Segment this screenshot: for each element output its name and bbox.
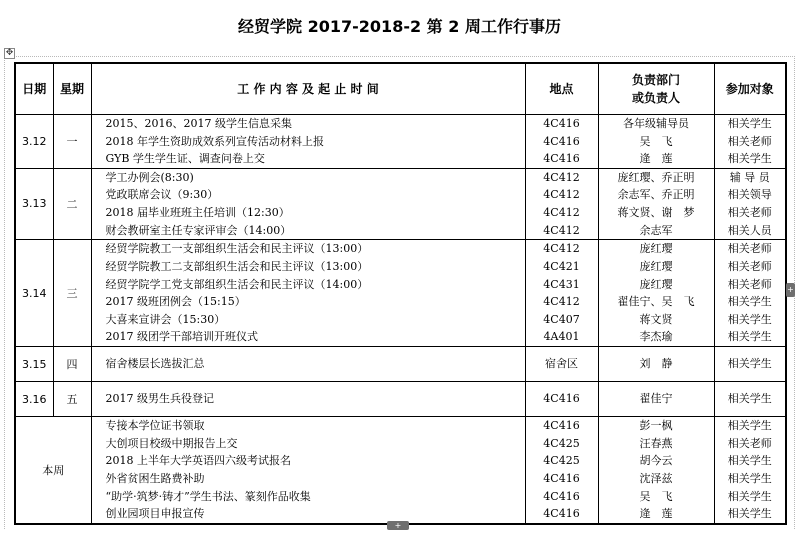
owner-line: 庞红璎 — [639, 277, 673, 291]
header-attendees: 参加对象 — [714, 63, 786, 115]
content-line: 创业园项目申报宣传 — [105, 507, 205, 521]
day-row — [15, 347, 786, 382]
date-cell: 3.12 — [15, 115, 53, 169]
place-cell — [525, 168, 598, 239]
owner-cell — [598, 347, 714, 382]
content-cell — [91, 240, 525, 347]
owner-line: 翟佳宁 — [639, 392, 673, 406]
content-line: 外省贫困生路费补助 — [105, 471, 205, 485]
place-line: 4A401 — [543, 330, 580, 344]
date-cell: 3.15 — [15, 347, 53, 382]
target-line: 相关学生 — [727, 489, 772, 503]
table-move-handle-icon[interactable]: ✥ — [5, 48, 14, 58]
date-cell: 本周 — [15, 417, 91, 524]
place-cell — [525, 240, 598, 347]
header-row — [15, 63, 786, 115]
page-margin-guide-left — [4, 56, 5, 529]
owner-line: 吴 飞 — [639, 489, 673, 503]
owner-line: 各年级辅导员 — [623, 117, 689, 130]
target-cell — [714, 382, 786, 417]
target-line: 相关领导 — [727, 188, 772, 202]
place-line: 4C421 — [543, 259, 580, 273]
target-line: 相关老师 — [727, 134, 772, 148]
target-line: 相关老师 — [727, 277, 772, 291]
place-cell — [525, 417, 598, 524]
target-line: 辅 导 员 — [729, 170, 770, 184]
content-line: 专接本学位证书领取 — [105, 419, 205, 433]
header-responsible — [598, 63, 714, 115]
content-line: GYB 学生学生证、调查问卷上交 — [105, 152, 265, 166]
content-line: 党政联席会议（9:30） — [105, 188, 219, 202]
owner-line: 庞红璎 — [639, 242, 673, 256]
place-line: 4C416 — [543, 117, 580, 130]
content-cell — [91, 382, 525, 417]
header-place: 地点 — [525, 63, 598, 115]
owner-line: 余志军 — [639, 223, 673, 237]
owner-cell — [598, 115, 714, 169]
target-line: 相关老师 — [727, 205, 772, 219]
target-cell — [714, 417, 786, 524]
place-line: 宿舍区 — [545, 357, 578, 371]
content-cell — [91, 347, 525, 382]
owner-line: 彭一枫 — [639, 419, 673, 433]
day-row — [15, 382, 786, 417]
weekday-cell: 二 — [53, 168, 91, 239]
target-line: 相关学生 — [727, 152, 772, 166]
target-line: 相关学生 — [727, 454, 772, 468]
place-line: 4C412 — [543, 223, 580, 237]
owner-line: 李杰瑜 — [639, 330, 673, 344]
target-line: 相关老师 — [727, 259, 772, 273]
content-line: 财会教研室主任专家评审会（14:00） — [105, 223, 292, 237]
place-line: 4C425 — [543, 454, 580, 468]
owner-line: 余志军、乔正明 — [617, 188, 695, 202]
target-cell — [714, 240, 786, 347]
place-line: 4C416 — [543, 471, 580, 485]
place-line: 4C416 — [543, 392, 580, 406]
target-cell — [714, 115, 786, 169]
content-line: 2015、2016、2017 级学生信息采集 — [105, 117, 292, 130]
header-responsible-line1: 负责部门 — [631, 73, 680, 87]
day-row — [15, 168, 786, 239]
target-cell — [714, 168, 786, 239]
owner-cell — [598, 382, 714, 417]
date-cell: 3.16 — [15, 382, 53, 417]
target-line: 相关老师 — [727, 436, 772, 450]
content-line: 2018 年学生资助成效系列宣传活动材料上报 — [105, 134, 324, 148]
content-line: 经贸学院教工二支部组织生活会和民主评议（13:00） — [105, 259, 369, 273]
target-line: 相关学生 — [727, 117, 772, 130]
weekday-cell: 三 — [53, 240, 91, 347]
content-cell — [91, 115, 525, 169]
weekday-cell: 一 — [53, 115, 91, 169]
target-line: 相关学生 — [727, 357, 772, 371]
owner-line: 逄 莲 — [639, 507, 673, 521]
target-line: 相关学生 — [727, 471, 772, 485]
owner-line: 蒋文贤 — [639, 312, 673, 326]
target-line: 相关学生 — [727, 330, 772, 344]
place-line: 4C416 — [543, 419, 580, 433]
date-cell: 3.14 — [15, 240, 53, 347]
place-cell — [525, 115, 598, 169]
place-line: 4C416 — [543, 134, 580, 148]
place-line: 4C412 — [543, 188, 580, 202]
day-row — [15, 240, 786, 347]
owner-cell — [598, 240, 714, 347]
owner-line: 吴 飞 — [639, 134, 673, 148]
add-row-plus-icon[interactable]: + — [387, 521, 409, 530]
target-line: 相关人员 — [727, 223, 772, 237]
target-line: 相关学生 — [727, 507, 772, 521]
owner-line: 翟佳宁、吴 飞 — [617, 295, 695, 309]
place-line: 4C416 — [543, 152, 580, 166]
place-line: 4C407 — [543, 312, 580, 326]
place-cell — [525, 347, 598, 382]
target-cell — [714, 347, 786, 382]
content-cell — [91, 417, 525, 524]
day-row — [15, 115, 786, 169]
owner-cell — [598, 168, 714, 239]
place-line: 4C412 — [543, 170, 580, 184]
owner-line: 蒋文贤、谢 梦 — [617, 205, 695, 219]
owner-line: 刘 静 — [639, 357, 673, 371]
place-line: 4C425 — [543, 436, 580, 450]
owner-line: 逄 莲 — [639, 152, 673, 166]
target-line: 相关老师 — [727, 242, 772, 256]
content-line: 2017 级团学干部培训开班仪式 — [105, 330, 258, 344]
content-line: 大喜来宣讲会（15:30） — [105, 312, 226, 326]
content-line: 经贸学院学工党支部组织生活会和民主评议（14:00） — [105, 277, 369, 291]
day-row — [15, 417, 786, 524]
content-line: 2018 届毕业班班主任培训（12:30） — [105, 205, 290, 219]
content-line: 大创项目校级中期报告上交 — [105, 436, 238, 450]
target-line: 相关学生 — [727, 295, 772, 309]
owner-line: 庞红璎、乔正明 — [617, 170, 695, 184]
owner-line: 汪春燕 — [639, 436, 673, 450]
page-margin-guide-top — [4, 56, 795, 57]
header-weekday: 星期 — [53, 63, 91, 115]
place-line: 4C412 — [543, 205, 580, 219]
content-line: 学工办例会(8:30) — [105, 170, 194, 184]
header-responsible-line2: 或负责人 — [631, 91, 680, 105]
target-line: 相关学生 — [727, 419, 772, 433]
content-line: 2018 上半年大学英语四六级考试报名 — [105, 454, 291, 468]
owner-line: 沈泽兹 — [639, 471, 673, 485]
header-date: 日期 — [15, 63, 53, 115]
target-line: 相关学生 — [727, 312, 772, 326]
place-line: 4C412 — [543, 295, 580, 309]
owner-line: 胡今云 — [639, 454, 673, 468]
content-line: “助学·筑梦·铸才”学生书法、篆刻作品收集 — [105, 489, 311, 503]
header-content: 工 作 内 容 及 起 止 时 间 — [91, 63, 525, 115]
weekday-cell: 五 — [53, 382, 91, 417]
target-line: 相关学生 — [727, 392, 772, 406]
owner-cell — [598, 417, 714, 524]
place-line: 4C416 — [543, 489, 580, 503]
schedule-table — [14, 62, 787, 525]
content-line: 2017 级男生兵役登记 — [105, 392, 214, 406]
content-line: 经贸学院教工一支部组织生活会和民主评议（13:00） — [105, 242, 369, 256]
document-title: 经贸学院 2017-2018-2 第 2 周工作行事历 — [238, 17, 561, 36]
content-line: 2017 级班团例会（15:15） — [105, 295, 246, 309]
add-column-plus-icon[interactable]: + — [786, 283, 795, 297]
date-cell: 3.13 — [15, 168, 53, 239]
weekday-cell: 四 — [53, 347, 91, 382]
place-cell — [525, 382, 598, 417]
place-line: 4C431 — [543, 277, 580, 291]
place-line: 4C416 — [543, 507, 580, 521]
owner-line: 庞红璎 — [639, 259, 673, 273]
content-line: 宿舍楼层长选拔汇总 — [105, 357, 205, 371]
content-cell — [91, 168, 525, 239]
place-line: 4C412 — [543, 242, 580, 256]
